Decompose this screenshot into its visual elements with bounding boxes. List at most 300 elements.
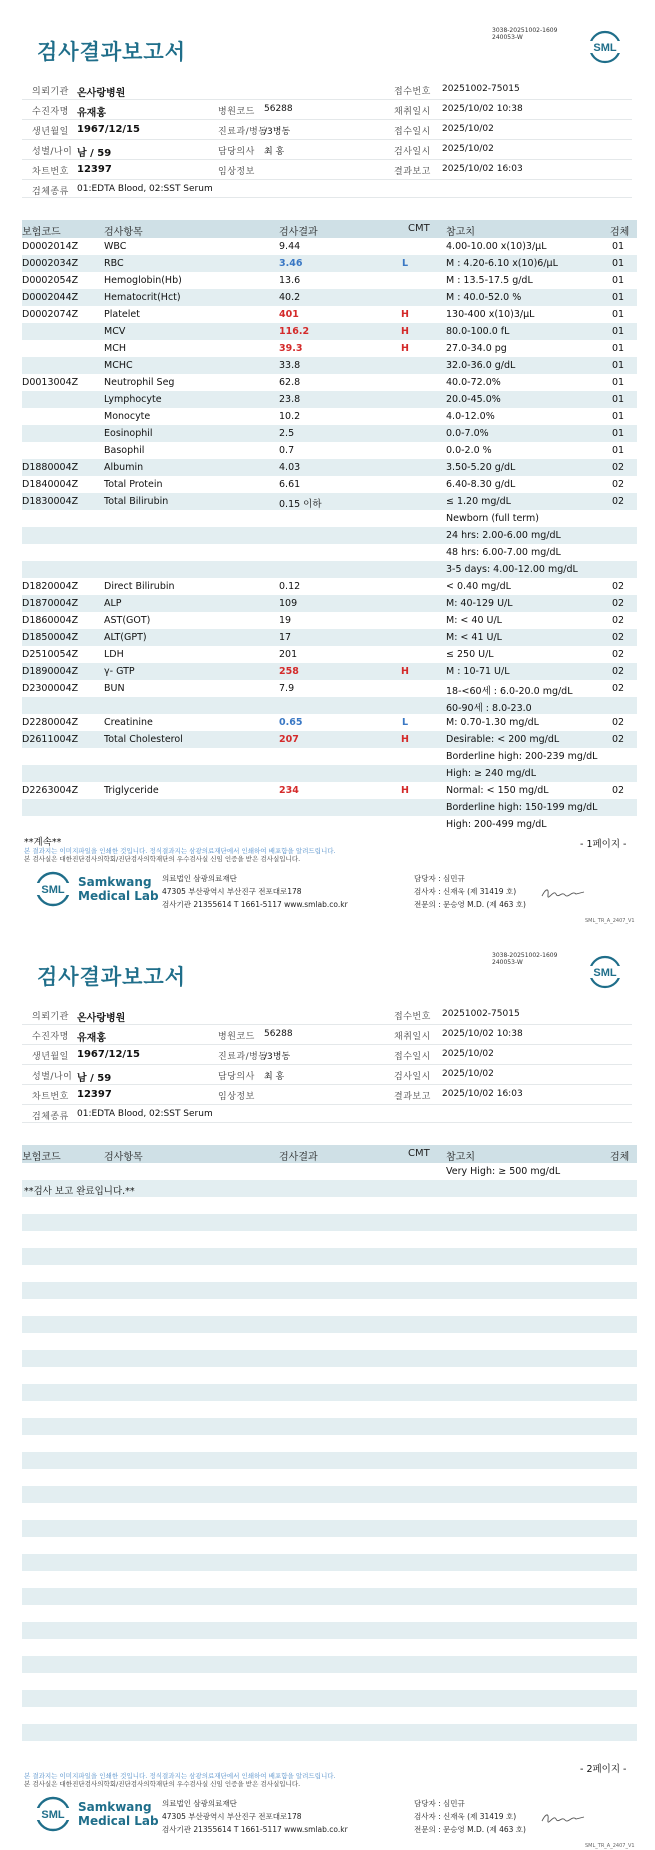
table-row bbox=[22, 391, 637, 408]
table-row bbox=[22, 289, 637, 306]
reference-range: 24 hrs: 2.00-6.00 mg/dL bbox=[446, 530, 561, 541]
result-flag: H bbox=[401, 785, 409, 796]
dept-value: /3병동 bbox=[264, 1052, 291, 1062]
test-name: Eosinophil bbox=[104, 428, 153, 439]
footer-logo-line2: Medical Lab bbox=[78, 1814, 159, 1828]
specimen-code: 02 bbox=[612, 496, 625, 507]
footer-specialist: 전문의 : 문승영 M.D. (제 463 호) bbox=[414, 1825, 526, 1834]
test-result: 3.46 bbox=[279, 258, 303, 269]
empty-table-row bbox=[22, 1639, 637, 1656]
test-result: 0.65 bbox=[279, 717, 303, 728]
table-row bbox=[22, 459, 637, 476]
test-name: WBC bbox=[104, 241, 127, 252]
specimen-code: 02 bbox=[612, 666, 625, 677]
test-date-value: 2025/10/02 bbox=[442, 1069, 494, 1079]
dob-label: 생년월일 bbox=[32, 127, 69, 137]
document-code-line2: 240053-W bbox=[492, 959, 523, 966]
reference-range: M: 40-129 U/L bbox=[446, 598, 513, 609]
receipt-no-label: 접수번호 bbox=[394, 1012, 431, 1022]
specimen-code: 01 bbox=[612, 411, 625, 422]
reference-range: M: 0.70-1.30 mg/dL bbox=[446, 717, 539, 728]
collect-label: 채취일시 bbox=[394, 1032, 431, 1042]
test-result: 0.12 bbox=[279, 581, 301, 592]
test-date-label: 검사일시 bbox=[394, 1072, 431, 1082]
reference-range: High: ≥ 240 mg/dL bbox=[446, 768, 536, 779]
test-result: 109 bbox=[279, 598, 298, 609]
reference-range: 4.00-10.00 x(10)3/μL bbox=[446, 241, 547, 252]
footnote-copy-notice: 본 결과지는 이미지파일을 인쇄한 것입니다. 정식결과지는 삼광의료재단에서 인쇄하여 배포함을 알려드립니다. bbox=[24, 1772, 336, 1780]
test-date-label: 검사일시 bbox=[394, 147, 431, 157]
doctor-label: 담당의사 bbox=[218, 1072, 255, 1082]
test-code: D2263004Z bbox=[22, 785, 79, 796]
patient-value: 유재홍 bbox=[77, 108, 106, 119]
reference-range: Normal: < 150 mg/dL bbox=[446, 785, 549, 796]
collect-label: 채취일시 bbox=[394, 107, 431, 117]
empty-table-row bbox=[22, 1571, 637, 1588]
reference-range: < 0.40 mg/dL bbox=[446, 581, 511, 592]
table-row bbox=[22, 714, 637, 731]
table-row bbox=[22, 731, 637, 748]
table-row bbox=[22, 561, 637, 578]
continue-text: **계속** bbox=[24, 837, 62, 848]
reference-range: 6.40-8.30 g/dL bbox=[446, 479, 516, 490]
reference-range: 40.0-72.0% bbox=[446, 377, 501, 388]
test-code: D0002044Z bbox=[22, 292, 79, 303]
report-value: 2025/10/02 16:03 bbox=[442, 1089, 523, 1099]
table-row bbox=[22, 578, 637, 595]
footer-address: 47305 부산광역시 부산진구 전포대로178 bbox=[162, 1812, 302, 1821]
specimen-code: 02 bbox=[612, 717, 625, 728]
test-code: D1860004Z bbox=[22, 615, 79, 626]
org-label: 의뢰기관 bbox=[32, 87, 69, 97]
page-title: 검사결과보고서 bbox=[37, 965, 187, 989]
footer-tester: 검사자 : 신재욱 (제 31419 호) bbox=[414, 887, 517, 896]
specimen-code: 02 bbox=[612, 615, 625, 626]
reference-range: 0.0-2.0 % bbox=[446, 445, 492, 456]
patient-value: 유재홍 bbox=[77, 1033, 106, 1044]
header-specimen: 검체 bbox=[610, 1152, 630, 1163]
test-result: 258 bbox=[279, 666, 299, 677]
footer-logo-mark-text: SML bbox=[41, 1809, 65, 1821]
hosp-code-value: 56288 bbox=[264, 1029, 293, 1039]
test-result: 2.5 bbox=[279, 428, 295, 439]
org-value: 온사랑병원 bbox=[77, 1013, 126, 1024]
test-name: Platelet bbox=[104, 309, 140, 320]
specimen-code: 02 bbox=[612, 632, 625, 643]
sexage-label: 성별/나이 bbox=[32, 147, 73, 157]
document-code-line2: 240053-W bbox=[492, 34, 523, 41]
specimen-code: 02 bbox=[612, 734, 625, 745]
test-result: 116.2 bbox=[279, 326, 310, 337]
reference-range: 20.0-45.0% bbox=[446, 394, 501, 405]
footer-manager: 담당자 : 심민규 bbox=[414, 874, 465, 883]
dob-label: 생년월일 bbox=[32, 1052, 69, 1062]
header-code: 보험코드 bbox=[22, 1152, 61, 1163]
specimen-label: 검체종류 bbox=[32, 1112, 69, 1122]
sexage-value: 남 / 59 bbox=[77, 148, 112, 159]
report-label: 결과보고 bbox=[394, 167, 431, 177]
specimen-code: 01 bbox=[612, 275, 625, 286]
report-page-2 bbox=[0, 925, 655, 1850]
test-result: 9.44 bbox=[279, 241, 301, 252]
dept-label: 진료과/병동 bbox=[218, 1052, 268, 1062]
test-code: D2510054Z bbox=[22, 649, 79, 660]
test-name: Monocyte bbox=[104, 411, 151, 422]
reference-range: Borderline high: 150-199 mg/dL bbox=[446, 802, 598, 813]
test-name: MCH bbox=[104, 343, 126, 354]
test-code: D0013004Z bbox=[22, 377, 79, 388]
receipt-date-value: 2025/10/02 bbox=[442, 1049, 494, 1059]
reference-range: 0.0-7.0% bbox=[446, 428, 489, 439]
footer-org-info bbox=[162, 1797, 348, 1836]
receipt-date-value: 2025/10/02 bbox=[442, 124, 494, 134]
reference-range: M: < 41 U/L bbox=[446, 632, 502, 643]
table-row bbox=[22, 238, 637, 255]
form-code: SML_TR_A_2407_V1 bbox=[585, 918, 635, 924]
test-code: D1870004Z bbox=[22, 598, 79, 609]
table-row bbox=[22, 272, 637, 289]
empty-table-row bbox=[22, 1622, 637, 1639]
empty-table-row bbox=[22, 1316, 637, 1333]
specimen-code: 01 bbox=[612, 343, 625, 354]
test-name: Creatinine bbox=[104, 717, 153, 728]
test-code: D2611004Z bbox=[22, 734, 79, 745]
reference-range: 48 hrs: 6.00-7.00 mg/dL bbox=[446, 547, 561, 558]
test-result: 401 bbox=[279, 309, 299, 320]
test-result: 10.2 bbox=[279, 411, 301, 422]
reference-range: 27.0-34.0 pg bbox=[446, 343, 507, 354]
table-row bbox=[22, 544, 637, 561]
footer-org-info bbox=[162, 872, 348, 911]
form-code: SML_TR_A_2407_V1 bbox=[585, 1843, 635, 1849]
empty-table-row bbox=[22, 1231, 637, 1248]
dept-value: /3병동 bbox=[264, 127, 291, 137]
receipt-date-label: 접수일시 bbox=[394, 127, 431, 137]
sml-logo-icon bbox=[587, 955, 623, 989]
test-name: MCHC bbox=[104, 360, 133, 371]
receipt-date-label: 접수일시 bbox=[394, 1052, 431, 1062]
footer-logo-mark-text: SML bbox=[41, 884, 65, 896]
doctor-value: 최 홍 bbox=[264, 1072, 285, 1082]
test-code: D1820004Z bbox=[22, 581, 79, 592]
table-row bbox=[22, 408, 637, 425]
empty-table-row bbox=[22, 1605, 637, 1622]
specimen-code: 02 bbox=[612, 785, 625, 796]
empty-table-row bbox=[22, 1690, 637, 1707]
table-row bbox=[22, 255, 637, 272]
header-code: 보험코드 bbox=[22, 227, 61, 238]
test-name: Hemoglobin(Hb) bbox=[104, 275, 182, 286]
empty-table-row bbox=[22, 1741, 637, 1758]
test-name: AST(GOT) bbox=[104, 615, 151, 626]
footer-institution: 검사기관 21355614 T 1661-5117 www.smlab.co.kr bbox=[162, 900, 348, 909]
specimen-code: 01 bbox=[612, 258, 625, 269]
test-code: D0002014Z bbox=[22, 241, 79, 252]
test-result: 40.2 bbox=[279, 292, 301, 303]
sexage-label: 성별/나이 bbox=[32, 1072, 73, 1082]
signature-image bbox=[540, 1811, 586, 1825]
test-code: D0002034Z bbox=[22, 258, 79, 269]
specimen-code: 02 bbox=[612, 598, 625, 609]
empty-table-row bbox=[22, 1673, 637, 1690]
table-row bbox=[22, 799, 637, 816]
test-name: Direct Bilirubin bbox=[104, 581, 175, 592]
document-code bbox=[492, 952, 557, 966]
report-label: 결과보고 bbox=[394, 1092, 431, 1102]
empty-table-row bbox=[22, 1418, 637, 1435]
dob-value: 1967/12/15 bbox=[77, 1049, 140, 1060]
patient-info-block bbox=[22, 1005, 632, 1122]
empty-table-row bbox=[22, 1367, 637, 1384]
empty-table-row bbox=[22, 1503, 637, 1520]
test-code: D1830004Z bbox=[22, 496, 79, 507]
header-specimen: 검체 bbox=[610, 227, 630, 238]
patient-info-block bbox=[22, 80, 632, 197]
test-code: D0002054Z bbox=[22, 275, 79, 286]
footnote-certification: 본 검사실은 대한진단검사의학회/진단검사의학재단의 우수검사실 신임 인증을 받은 검사실입니다. bbox=[24, 855, 301, 863]
table-row bbox=[22, 782, 637, 799]
test-name: Hematocrit(Hct) bbox=[104, 292, 181, 303]
result-flag: H bbox=[401, 309, 409, 320]
reference-range: 130-400 x(10)3/μL bbox=[446, 309, 535, 320]
footer-signatures bbox=[414, 872, 526, 911]
test-code: D1890004Z bbox=[22, 666, 79, 677]
test-result: 6.61 bbox=[279, 479, 301, 490]
reference-range: 60-90세 : 8.0-23.0 bbox=[446, 703, 532, 714]
table-row bbox=[22, 595, 637, 612]
receipt-no-value: 20251002-75015 bbox=[442, 84, 520, 94]
test-result: 13.6 bbox=[279, 275, 301, 286]
dept-label: 진료과/병동 bbox=[218, 127, 268, 137]
clinical-label: 임상정보 bbox=[218, 1092, 255, 1102]
doctor-value: 최 홍 bbox=[264, 147, 285, 157]
table-row bbox=[22, 306, 637, 323]
footer-signatures bbox=[414, 1797, 526, 1836]
empty-table-row bbox=[22, 1554, 637, 1571]
header-cmt: CMT bbox=[408, 223, 430, 234]
test-code: D0002074Z bbox=[22, 309, 79, 320]
table-row bbox=[22, 765, 637, 782]
test-code: D1850004Z bbox=[22, 632, 79, 643]
footer bbox=[0, 870, 655, 925]
sml-logo-text: SML bbox=[593, 967, 617, 979]
table-row bbox=[22, 323, 637, 340]
empty-table-row bbox=[22, 1197, 637, 1214]
specimen-code: 02 bbox=[612, 479, 625, 490]
reference-range: 32.0-36.0 g/dL bbox=[446, 360, 516, 371]
test-name: Albumin bbox=[104, 462, 144, 473]
report-value: 2025/10/02 16:03 bbox=[442, 164, 523, 174]
specimen-value: 01:EDTA Blood, 02:SST Serum bbox=[77, 1109, 213, 1119]
test-result: 39.3 bbox=[279, 343, 303, 354]
test-name: Total Bilirubin bbox=[104, 496, 169, 507]
reference-range: 4.0-12.0% bbox=[446, 411, 495, 422]
table-row bbox=[22, 612, 637, 629]
header-cmt: CMT bbox=[408, 1148, 430, 1159]
page-title: 검사결과보고서 bbox=[37, 40, 187, 64]
specimen-value: 01:EDTA Blood, 02:SST Serum bbox=[77, 184, 213, 194]
empty-table-row bbox=[22, 1588, 637, 1605]
org-label: 의뢰기관 bbox=[32, 1012, 69, 1022]
doctor-label: 담당의사 bbox=[218, 147, 255, 157]
test-name: Total Protein bbox=[104, 479, 163, 490]
receipt-no-value: 20251002-75015 bbox=[442, 1009, 520, 1019]
test-result: 7.9 bbox=[279, 683, 295, 694]
table-row bbox=[22, 510, 637, 527]
reference-range: 3-5 days: 4.00-12.00 mg/dL bbox=[446, 564, 578, 575]
table-row bbox=[22, 527, 637, 544]
header-ref: 참고치 bbox=[446, 1152, 475, 1163]
hosp-code-label: 병원코드 bbox=[218, 1032, 255, 1042]
samkwang-logo-icon bbox=[34, 1795, 72, 1833]
test-name: LDH bbox=[104, 649, 124, 660]
signature-image bbox=[540, 886, 586, 900]
test-code: D1840004Z bbox=[22, 479, 79, 490]
reference-range: ≤ 250 U/L bbox=[446, 649, 494, 660]
result-flag: H bbox=[401, 326, 409, 337]
footer-manager: 담당자 : 심민규 bbox=[414, 1799, 465, 1808]
empty-table-row bbox=[22, 1299, 637, 1316]
table-row bbox=[22, 340, 637, 357]
test-date-value: 2025/10/02 bbox=[442, 144, 494, 154]
footer-logo-line1: Samkwang bbox=[78, 1800, 152, 1814]
empty-table-row bbox=[22, 1214, 637, 1231]
test-result: 33.8 bbox=[279, 360, 301, 371]
reference-range: M : 4.20-6.10 x(10)6/μL bbox=[446, 258, 558, 269]
specimen-code: 01 bbox=[612, 309, 625, 320]
table-row bbox=[22, 374, 637, 391]
table-row bbox=[22, 680, 637, 697]
test-name: Lymphocyte bbox=[104, 394, 162, 405]
test-name: Triglyceride bbox=[104, 785, 159, 796]
table-row bbox=[22, 816, 637, 833]
footnote-certification: 본 검사실은 대한진단검사의학회/진단검사의학재단의 우수검사실 신임 인증을 받은 검사실입니다. bbox=[24, 1780, 301, 1788]
test-result: 0.15 이하 bbox=[279, 499, 322, 510]
test-result: 19 bbox=[279, 615, 292, 626]
test-result: 234 bbox=[279, 785, 299, 796]
result-flag: L bbox=[401, 258, 409, 269]
empty-table-row bbox=[22, 1248, 637, 1265]
empty-table-row bbox=[22, 1452, 637, 1469]
hosp-code-label: 병원코드 bbox=[218, 107, 255, 117]
results-table-header bbox=[22, 1145, 637, 1163]
empty-table-row bbox=[22, 1401, 637, 1418]
specimen-code: 02 bbox=[612, 581, 625, 592]
test-code: D2280004Z bbox=[22, 717, 79, 728]
reference-range: M : 13.5-17.5 g/dL bbox=[446, 275, 533, 286]
table-row bbox=[22, 442, 637, 459]
table-row bbox=[22, 1163, 637, 1180]
test-result: 62.8 bbox=[279, 377, 301, 388]
reference-range: Desirable: < 200 mg/dL bbox=[446, 734, 560, 745]
reference-range: Borderline high: 200-239 mg/dL bbox=[446, 751, 598, 762]
empty-table-row bbox=[22, 1265, 637, 1282]
dob-value: 1967/12/15 bbox=[77, 124, 140, 135]
result-flag: H bbox=[401, 343, 409, 354]
header-name: 검사항목 bbox=[104, 227, 143, 238]
footer-institution: 검사기관 21355614 T 1661-5117 www.smlab.co.kr bbox=[162, 1825, 348, 1834]
reference-range: ≤ 1.20 mg/dL bbox=[446, 496, 511, 507]
test-name: ALP bbox=[104, 598, 122, 609]
specimen-code: 01 bbox=[612, 292, 625, 303]
sml-logo-text: SML bbox=[593, 42, 617, 54]
footer-specialist: 전문의 : 문승영 M.D. (제 463 호) bbox=[414, 900, 526, 909]
specimen-code: 01 bbox=[612, 445, 625, 456]
table-row bbox=[22, 697, 637, 714]
test-code: D1880004Z bbox=[22, 462, 79, 473]
collect-value: 2025/10/02 10:38 bbox=[442, 104, 523, 114]
test-name: RBC bbox=[104, 258, 124, 269]
report-complete-text: **검사 보고 완료입니다.** bbox=[24, 1186, 135, 1197]
empty-table-row bbox=[22, 1656, 637, 1673]
empty-table-row bbox=[22, 1724, 637, 1741]
reference-range: 80.0-100.0 fL bbox=[446, 326, 510, 337]
empty-table-row bbox=[22, 1282, 637, 1299]
result-flag: H bbox=[401, 666, 409, 677]
specimen-code: 02 bbox=[612, 683, 625, 694]
hosp-code-value: 56288 bbox=[264, 104, 293, 114]
header-name: 검사항목 bbox=[104, 1152, 143, 1163]
reference-range: High: 200-499 mg/dL bbox=[446, 819, 547, 830]
reference-range: 18-<60세 : 6.0-20.0 mg/dL bbox=[446, 686, 573, 697]
specimen-code: 02 bbox=[612, 649, 625, 660]
header-result: 검사결과 bbox=[279, 1152, 318, 1163]
test-result: 4.03 bbox=[279, 462, 301, 473]
specimen-code: 01 bbox=[612, 360, 625, 371]
table-row bbox=[22, 663, 637, 680]
table-row bbox=[22, 646, 637, 663]
test-result: 17 bbox=[279, 632, 292, 643]
reference-range: 3.50-5.20 g/dL bbox=[446, 462, 516, 473]
empty-table-row bbox=[22, 1333, 637, 1350]
specimen-code: 01 bbox=[612, 377, 625, 388]
page-number: - 1페이지 - bbox=[580, 839, 627, 850]
org-value: 온사랑병원 bbox=[77, 88, 126, 99]
sexage-value: 남 / 59 bbox=[77, 1073, 112, 1084]
table-row bbox=[22, 357, 637, 374]
footer-tester: 검사자 : 신재욱 (제 31419 호) bbox=[414, 1812, 517, 1821]
document-code-line1: 3038-20251002-1609 bbox=[492, 952, 558, 959]
samkwang-logo-icon bbox=[34, 870, 72, 908]
result-flag: H bbox=[401, 734, 409, 745]
reference-range: M : 40.0-52.0 % bbox=[446, 292, 522, 303]
clinical-label: 임상정보 bbox=[218, 167, 255, 177]
footer-logo-line2: Medical Lab bbox=[78, 889, 159, 903]
page-number: - 2페이지 - bbox=[580, 1764, 627, 1775]
reference-range: M : 10-71 U/L bbox=[446, 666, 510, 677]
footer-address: 47305 부산광역시 부산진구 전포대로178 bbox=[162, 887, 302, 896]
empty-table-row bbox=[22, 1520, 637, 1537]
specimen-code: 01 bbox=[612, 428, 625, 439]
empty-table-row bbox=[22, 1469, 637, 1486]
test-name: BUN bbox=[104, 683, 125, 694]
footer-logo-line1: Samkwang bbox=[78, 875, 152, 889]
empty-table-row bbox=[22, 1486, 637, 1503]
chart-value: 12397 bbox=[77, 1089, 112, 1100]
header-result: 검사결과 bbox=[279, 227, 318, 238]
footnote-copy-notice: 본 결과지는 이미지파일을 인쇄한 것입니다. 정식결과지는 삼광의료재단에서 인쇄하여 배포함을 알려드립니다. bbox=[24, 847, 336, 855]
empty-table-row bbox=[22, 1435, 637, 1452]
specimen-code: 01 bbox=[612, 326, 625, 337]
sml-logo-icon bbox=[587, 30, 623, 64]
patient-label: 수진자명 bbox=[32, 107, 69, 117]
test-result: 201 bbox=[279, 649, 298, 660]
footer-org-name: 의료법인 삼광의료재단 bbox=[162, 1799, 237, 1808]
specimen-code: 01 bbox=[612, 394, 625, 405]
chart-label: 차트번호 bbox=[32, 167, 69, 177]
table-row bbox=[22, 425, 637, 442]
footer bbox=[0, 1795, 655, 1850]
